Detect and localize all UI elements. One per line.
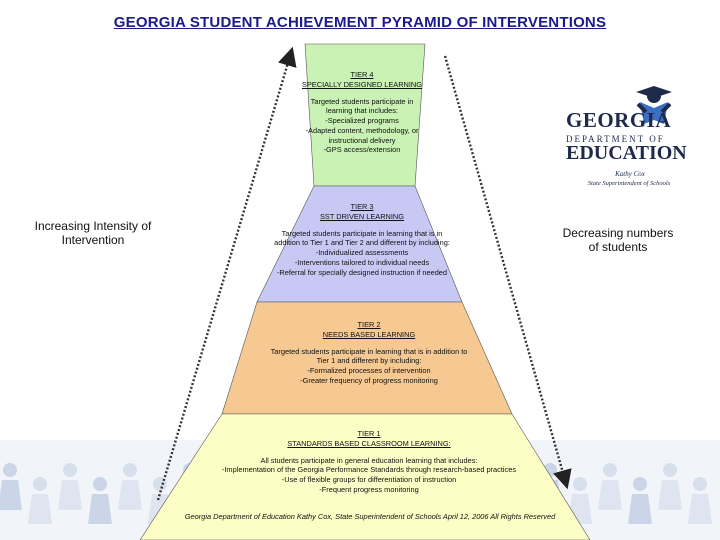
- tier-4-name: TIER 4: [350, 70, 374, 79]
- tier-3-subtitle: SST DRIVEN LEARNING: [319, 211, 405, 221]
- tier-4-line: -GPS access/extension: [323, 145, 401, 155]
- tier-1-line: -Implementation of the Georgia Performance Standards through research-based practices: [221, 465, 517, 475]
- tier-2-name: TIER 2: [357, 320, 381, 329]
- tier-1-text: [196, 429, 542, 495]
- tier-3-line: -Individualized assessments: [315, 248, 409, 258]
- tier-3-name: TIER 3: [350, 202, 374, 211]
- student-body-decoration: [598, 480, 622, 510]
- logo-georgia-text: GEORGIA: [566, 108, 672, 132]
- student-head-decoration: [63, 463, 77, 477]
- page-title: GEORGIA STUDENT ACHIEVEMENT PYRAMID OF INTERVENTIONS: [113, 14, 607, 31]
- tier-4-text: [282, 70, 442, 155]
- tier-1-line: -Frequent progress monitoring: [319, 484, 419, 494]
- tier-3-line: Targeted students participate in learning that is in: [281, 228, 443, 238]
- logo-role-text: State Superintendent of Schools: [587, 180, 671, 187]
- student-head-decoration: [663, 463, 677, 477]
- decreasing-students-label: Decreasing numbers of students: [562, 226, 674, 255]
- tier-1-name: TIER 1: [357, 429, 381, 438]
- tier-3-line: addition to Tier 1 and Tier 2 and different by including:: [274, 238, 450, 248]
- tier-2-text: [232, 320, 506, 386]
- tier-2-line: Targeted students participate in learning that is in addition to: [270, 346, 468, 356]
- tier-1-line: All students participate in general education learning that includes:: [260, 455, 478, 465]
- logo-education-text: EDUCATION: [566, 142, 687, 164]
- student-body-decoration: [628, 494, 652, 524]
- logo-person-text: Kathy Cox: [615, 170, 645, 178]
- tier-2-line: -Formalized processes of intervention: [307, 366, 431, 376]
- student-head-decoration: [573, 477, 587, 491]
- student-head-decoration: [633, 477, 647, 491]
- student-head-decoration: [603, 463, 617, 477]
- tier-4-line: instructional delivery: [328, 135, 396, 145]
- student-body-decoration: [118, 480, 142, 510]
- tier-1-line: -Use of flexible groups for differentiation of instruction: [281, 475, 457, 485]
- tier-3-line: -Interventions tailored to individual needs: [294, 257, 430, 267]
- tier-4-line: -Specialized programs: [325, 116, 399, 126]
- student-head-decoration: [3, 463, 17, 477]
- student-body-decoration: [688, 494, 712, 524]
- tier-3-text: [245, 202, 479, 277]
- student-head-decoration: [33, 477, 47, 491]
- tier-2-subtitle: NEEDS BASED LEARNING: [322, 329, 416, 339]
- student-head-decoration: [123, 463, 137, 477]
- logo-department-text: DEPARTMENT OF: [566, 134, 665, 144]
- student-body-decoration: [28, 494, 52, 524]
- tier-2-line: -Greater frequency of progress monitoring: [300, 375, 438, 385]
- tier-4-subtitle: SPECIALLY DESIGNED LEARNING: [301, 79, 423, 89]
- tier-4-line: -Adapted content, methodology, or: [305, 125, 419, 135]
- student-body-decoration: [58, 480, 82, 510]
- increasing-intensity-label: Increasing Intensity of Intervention: [34, 219, 152, 248]
- georgia-doe-logo: [566, 84, 686, 194]
- tier-3-line: -Referral for specially designed instruction if needed: [276, 267, 448, 277]
- student-head-decoration: [93, 477, 107, 491]
- tier-4-line: Targeted students participate in: [310, 96, 414, 106]
- student-body-decoration: [658, 480, 682, 510]
- tier-2-line: Tier 1 and different by including:: [316, 356, 422, 366]
- student-body-decoration: [88, 494, 112, 524]
- student-head-decoration: [693, 477, 707, 491]
- tier-4-line: learning that includes:: [326, 106, 398, 116]
- footer-copyright: Georgia Department of Education Kathy Cox, State Superintendent of Schools April 12, 2006 All Rights Reserved: [184, 512, 556, 521]
- tier-1-subtitle: STANDARDS BASED CLASSROOM LEARNING:: [287, 438, 451, 448]
